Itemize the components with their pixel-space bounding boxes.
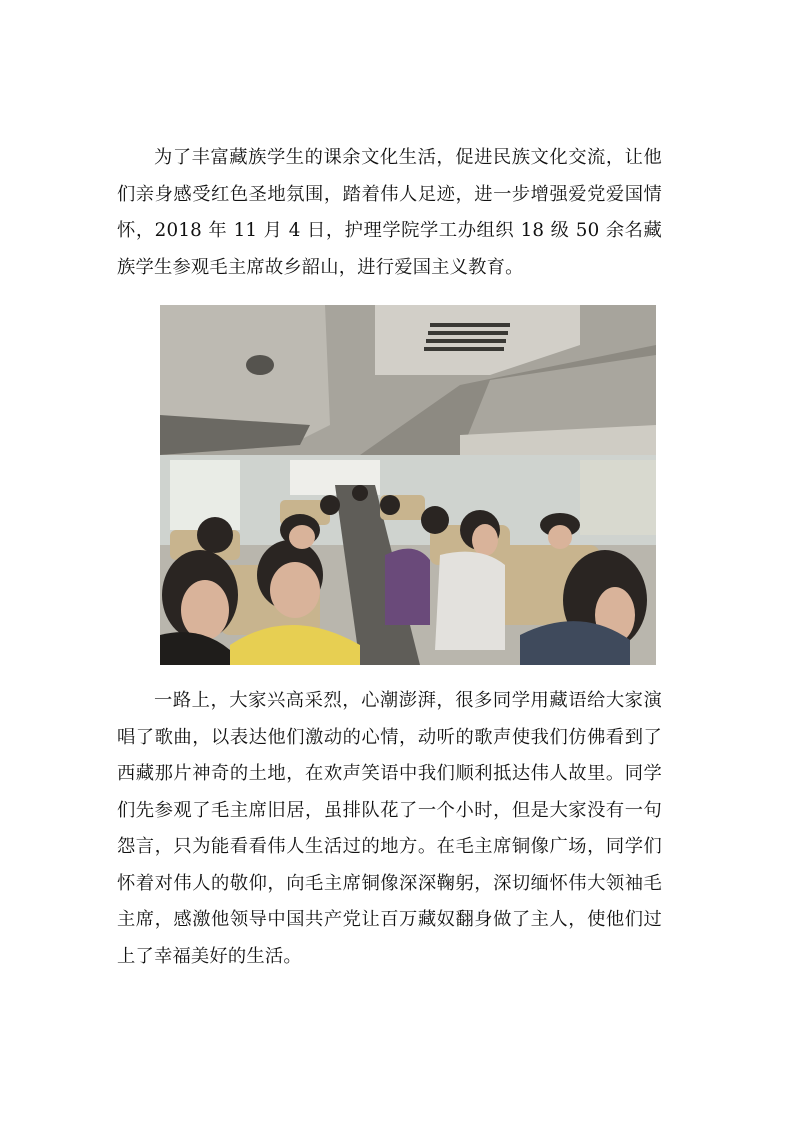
bus-interior-photo: [160, 305, 656, 665]
body-paragraph: 一路上，大家兴高采烈，心潮澎湃，很多同学用藏语给大家演唱了歌曲，以表达他们激动的心情，动听的歌声使我们仿佛看到了西藏那片神奇的土地，在欢声笑语中我们顺利抵达伟人故里。同学们先参观了毛主席旧居，虽排队花了一个小时，但是大家没有一句怨言，只为能看看伟人生活过的地方。在毛主席铜像广场，同学们怀着对伟人的敬仰，向毛主席铜像深深鞠躬，深切缅怀伟大领袖毛主席，感激他领导中国共产党让百万藏奴翻身做了主人，使他们过上了幸福美好的生活。: [117, 690, 662, 967]
intro-paragraph: 为了丰富藏族学生的课余文化生活，促进民族文化交流，让他们亲身感受红色圣地氛围，踏着伟人足迹，进一步增强爱党爱国情怀，2018 年 11 月 4 日，护理学院学工办组织 18 级 50 余名藏族学生参观毛主席故乡韶山，进行爱国主义教育。: [117, 147, 662, 278]
